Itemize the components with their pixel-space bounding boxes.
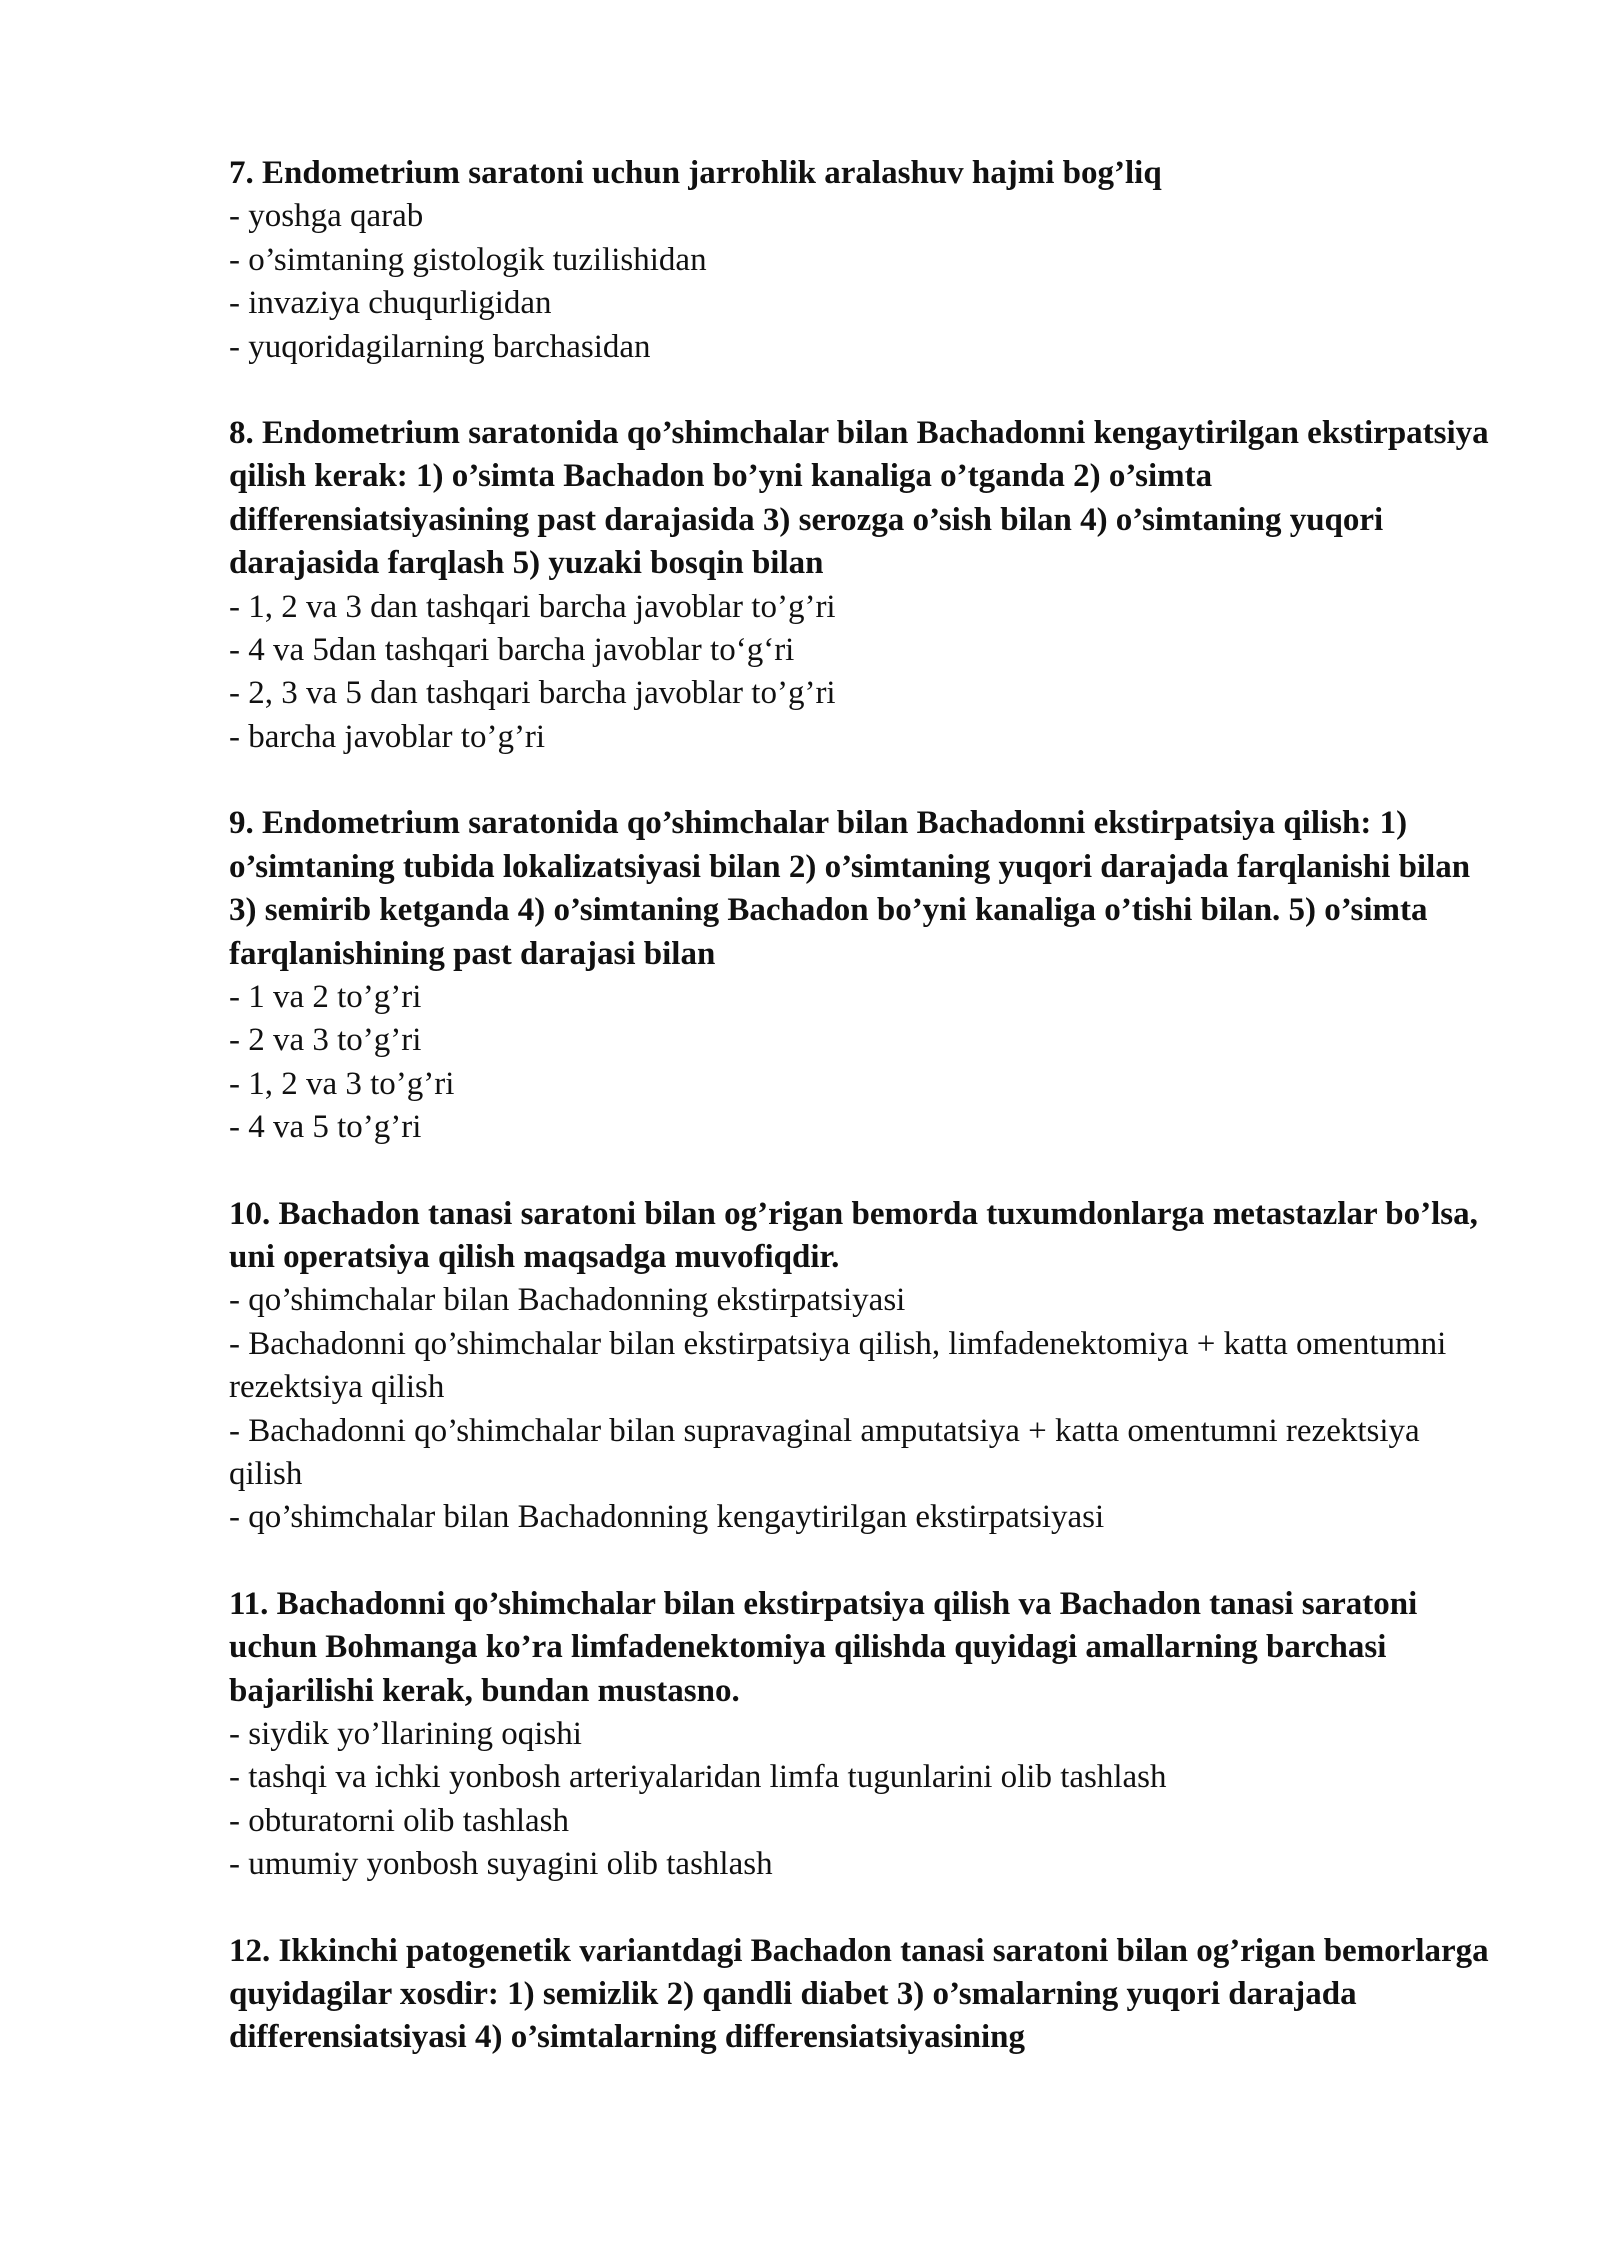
question-title: 9. Endometrium saratonida qo’shimchalar bilan Bachadonni ekstirpatsiya qilish: 1) o’simtaning tubida lokalizatsiyasi bilan 2) o’simtaning yuqori darajada farqlanishi bilan 3) semirib ketganda 4) o’simtaning Bachadon bo’yni kanaliga o’tishi bilan. 5) o’simta farqlanishining past darajasi bilan [229, 805, 1471, 972]
question-7 [229, 152, 1489, 369]
question-title: 11. Bachadonni qo’shimchalar bilan ekstirpatsiya qilish va Bachadon tanasi saratoni uchun Bohmanga ko’ra limfadenektomiya qilishda quyidagi amallarning barchasi bajarilishi kerak, bundan mustasno. [229, 1585, 1418, 1709]
answer-option: - yoshga qarab [229, 198, 424, 235]
question-12 [229, 1930, 1489, 2060]
answer-option: - 1 va 2 to’g’ri [229, 978, 422, 1015]
question-title: 12. Ikkinchi patogenetik variantdagi Bachadon tanasi saratoni bilan og’rigan bemorlarga quyidagilar xosdir: 1) semizlik 2) qandli diabet 3) o’smalarning yuqori darajada differensiatsiyasi 4) o’simtalarning differensiatsiyasining [229, 1932, 1489, 2056]
answer-option: - invaziya chuqurligidan [229, 285, 552, 322]
question-10 [229, 1193, 1489, 1540]
question-title: 10. Bachadon tanasi saratoni bilan og’rigan bemorda tuxumdonlarga metastazlar bo’lsa, uni operatsiya qilish maqsadga muvofiqdir. [229, 1195, 1478, 1275]
answer-option: - obturatorni olib tashlash [229, 1802, 570, 1839]
answer-option: - yuqoridagilarning barchasidan [229, 328, 651, 365]
question-9 [229, 802, 1489, 1149]
answer-option: - 1, 2 va 3 to’g’ri [229, 1065, 455, 1102]
question-title: 8. Endometrium saratonida qo’shimchalar bilan Bachadonni kengaytirilgan ekstirpatsiya qilish kerak: 1) o’simta Bachadon bo’yni kanaliga o’tganda 2) o’simta differensiatsiyasining past darajasida 3) serozga o’sish bilan 4) o’simtaning yuqori darajasida farqlash 5) yuzaki bosqin bilan [229, 415, 1489, 582]
answer-option: - qo’shimchalar bilan Bachadonning kengaytirilgan ekstirpatsiyasi [229, 1499, 1105, 1536]
answer-option: - qo’shimchalar bilan Bachadonning ekstirpatsiyasi [229, 1282, 906, 1319]
question-title: 7. Endometrium saratoni uchun jarrohlik aralashuv hajmi bog’liq [229, 155, 1162, 191]
answer-option: - o’simtaning gistologik tuzilishidan [229, 241, 707, 278]
answer-option: - barcha javoblar to’g’ri [229, 718, 546, 755]
answer-option: - 2, 3 va 5 dan tashqari barcha javoblar to’g’ri [229, 675, 836, 712]
answer-option: - Bachadonni qo’shimchalar bilan supravaginal amputatsiya + katta omentumni rezektsiya qilish [229, 1412, 1420, 1492]
answer-option: - umumiy yonbosh suyagini olib tashlash [229, 1846, 773, 1883]
answer-option: - 4 va 5dan tashqari barcha javoblar to‘g‘ri [229, 632, 795, 669]
answer-option: - Bachadonni qo’shimchalar bilan ekstirpatsiya qilish, limfadenektomiya + katta omentumni rezektsiya qilish [229, 1325, 1447, 1406]
answer-option: - 1, 2 va 3 dan tashqari barcha javoblar to’g’ri [229, 588, 836, 625]
answer-option: - tashqi va ichki yonbosh arteriyalaridan limfa tugunlarini olib tashlash [229, 1759, 1167, 1796]
answer-option: - 2 va 3 to’g’ri [229, 1022, 422, 1059]
answer-option: - siydik yo’llarining oqishi [229, 1716, 582, 1752]
question-8 [229, 412, 1489, 759]
question-11 [229, 1583, 1489, 1887]
answer-option: - 4 va 5 to’g’ri [229, 1109, 422, 1146]
document-content [229, 152, 1489, 2103]
